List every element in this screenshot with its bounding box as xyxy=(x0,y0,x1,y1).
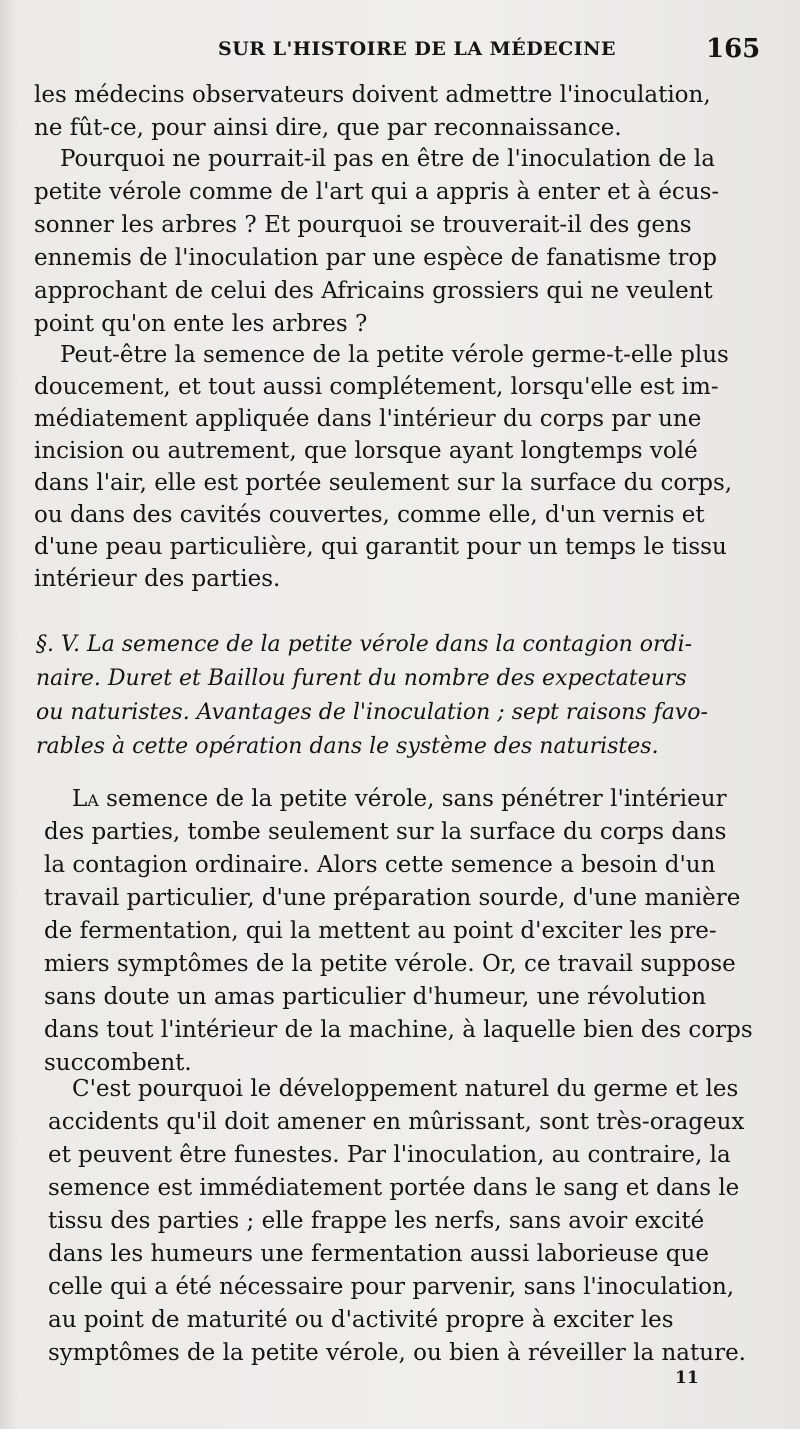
running-head: SUR L'HISTOIRE DE LA MÉDECINE xyxy=(218,38,617,60)
text-line: succombent. xyxy=(44,1050,192,1076)
text-line: intérieur des parties. xyxy=(34,566,281,592)
text-line: au point de maturité ou d'activité propre à exciter les xyxy=(48,1307,674,1333)
text-line: ou dans des cavités couvertes, comme elle, d'un vernis et xyxy=(34,502,705,528)
text-line: dans les humeurs une fermentation aussi laborieuse que xyxy=(48,1241,709,1267)
text-line: Peut-être la semence de la petite vérole germe-t-elle plus xyxy=(60,342,729,368)
text-line: médiatement appliquée dans l'intérieur du corps par une xyxy=(34,406,702,432)
text-line: d'une peau particulière, qui garantit pour un temps le tissu xyxy=(34,534,727,560)
first-line-text: semence de la petite vérole, sans pénétrer l'intérieur xyxy=(98,786,727,812)
text-line: symptômes de la petite vérole, ou bien à réveiller la nature. xyxy=(48,1340,746,1366)
text-line: point qu'on ente les arbres ? xyxy=(34,311,368,337)
paragraph-initial-word: La xyxy=(72,786,99,812)
text-line: dans tout l'intérieur de la machine, à laquelle bien des corps xyxy=(44,1017,753,1043)
text-line: celle qui a été nécessaire pour parvenir, sans l'inoculation, xyxy=(48,1274,735,1300)
text-line: dans l'air, elle est portée seulement sur la surface du corps, xyxy=(34,470,733,496)
text-line: sans doute un amas particulier d'humeur, une révolution xyxy=(44,984,707,1010)
text-line: incision ou autrement, que lorsque ayant longtemps volé xyxy=(34,438,698,464)
text-line: miers symptômes de la petite vérole. Or, ce travail suppose xyxy=(44,951,736,977)
text-line: ennemis de l'inoculation par une espèce de fanatisme trop xyxy=(34,245,717,271)
text-line xyxy=(72,784,727,814)
text-line: des parties, tombe seulement sur la surface du corps dans xyxy=(44,819,727,845)
text-line: la contagion ordinaire. Alors cette semence a besoin d'un xyxy=(44,852,716,878)
text-line: doucement, et tout aussi complétement, lorsqu'elle est im- xyxy=(34,374,719,400)
text-line: les médecins observateurs doivent admettre l'inoculation, xyxy=(34,82,711,108)
text-line: petite vérole comme de l'art qui a appris à enter et à écus- xyxy=(34,179,720,205)
heading-line: ou naturistes. Avantages de l'inoculation ; sept raisons favo- xyxy=(36,700,708,725)
page-header xyxy=(0,34,800,70)
text-line: de fermentation, qui la mettent au point d'exciter les pre- xyxy=(44,918,717,944)
text-line: semence est immédiatement portée dans le sang et dans le xyxy=(48,1175,740,1201)
heading-line: rables à cette opération dans le système des naturistes. xyxy=(36,734,659,759)
text-line: tissu des parties ; elle frappe les nerfs, sans avoir excité xyxy=(48,1208,705,1234)
heading-line: naire. Duret et Baillou furent du nombre des expectateurs xyxy=(36,666,687,691)
signature-mark: 11 xyxy=(675,1368,699,1388)
text-line: Pourquoi ne pourrait-il pas en être de l'inoculation de la xyxy=(60,146,715,172)
text-line: C'est pourquoi le développement naturel du germe et les xyxy=(72,1076,739,1102)
text-line: ne fût-ce, pour ainsi dire, que par reconnaissance. xyxy=(34,115,622,141)
heading-line: §. V. La semence de la petite vérole dans la contagion ordi- xyxy=(36,632,693,657)
text-line: approchant de celui des Africains grossiers qui ne veulent xyxy=(34,278,713,304)
text-line: et peuvent être funestes. Par l'inoculation, au contraire, la xyxy=(48,1142,731,1168)
text-line: travail particulier, d'une préparation sourde, d'une manière xyxy=(44,885,741,911)
page-number: 165 xyxy=(706,34,761,64)
text-line: sonner les arbres ? Et pourquoi se trouverait-il des gens xyxy=(34,212,692,238)
text-line: accidents qu'il doit amener en mûrissant, sont très-orageux xyxy=(48,1109,745,1135)
